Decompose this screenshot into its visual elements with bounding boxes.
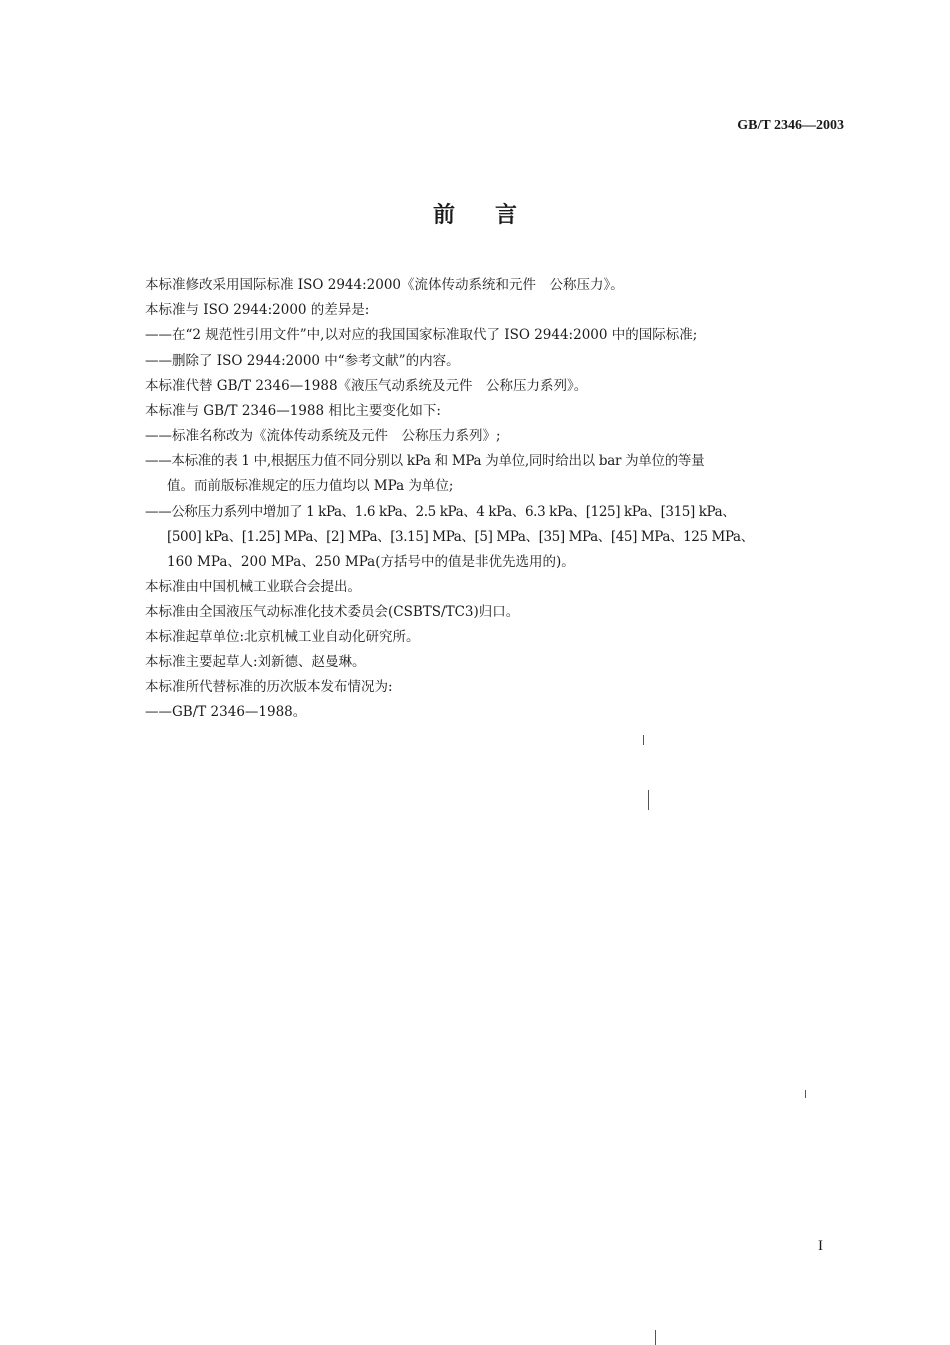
list-item-continuation: 160 MPa、200 MPa、250 MPa(方括号中的值是非优先选用的)。 [167, 554, 575, 570]
list-item: ——标准名称改为《流体传动系统及元件 公称压力系列》; [145, 428, 501, 444]
paragraph-line: 本标准主要起草人:刘新德、赵曼琳。 [145, 654, 366, 670]
list-item: ——GB/T 2346—1988。 [145, 704, 307, 720]
foreword-body [145, 275, 855, 727]
paragraph-line: 本标准由中国机械工业联合会提出。 [145, 579, 361, 595]
paragraph-line: 本标准修改采用国际标准 ISO 2944:2000《流体传动系统和元件 公称压力》。 [145, 277, 624, 293]
paragraph-line: 本标准代替 GB/T 2346—1988《液压气动系统及元件 公称压力系列》。 [145, 378, 588, 394]
paragraph-line: 本标准起草单位:北京机械工业自动化研究所。 [145, 629, 420, 645]
paragraph-line: 本标准与 GB/T 2346—1988 相比主要变化如下: [145, 403, 441, 419]
list-item: ——删除了 ISO 2944:2000 中“参考文献”的内容。 [145, 353, 460, 369]
paragraph-line: 本标准与 ISO 2944:2000 的差异是: [145, 302, 370, 318]
scan-speck [805, 1090, 806, 1098]
list-item: ——在“2 规范性引用文件”中,以对应的我国国家标准取代了 ISO 2944:2000 中的国际标准; [145, 327, 698, 343]
page-number: I [818, 1238, 823, 1254]
paragraph-line: 本标准由全国液压气动标准化技术委员会(CSBTS/TC3)归口。 [145, 604, 520, 620]
page-title: 前言 [432, 202, 557, 228]
list-item: ——本标准的表 1 中,根据压力值不同分别以 kPa 和 MPa 为单位,同时给出以 bar 为单位的等量 [145, 453, 705, 469]
scan-speck [655, 1330, 656, 1345]
paragraph-line: 本标准所代替标准的历次版本发布情况为: [145, 679, 393, 695]
scan-speck [643, 735, 644, 745]
scan-speck [648, 790, 649, 810]
list-item: ——公称压力系列中增加了 1 kPa、1.6 kPa、2.5 kPa、4 kPa、6.3 kPa、[125] kPa、[315] kPa、 [145, 504, 736, 520]
list-item-continuation: 值。而前版标准规定的压力值均以 MPa 为单位; [167, 478, 454, 494]
standard-code-header: GB/T 2346—2003 [737, 118, 844, 133]
list-item-continuation: [500] kPa、[1.25] MPa、[2] MPa、[3.15] MPa、[5] MPa、[35] MPa、[45] MPa、125 MPa、 [167, 529, 754, 545]
